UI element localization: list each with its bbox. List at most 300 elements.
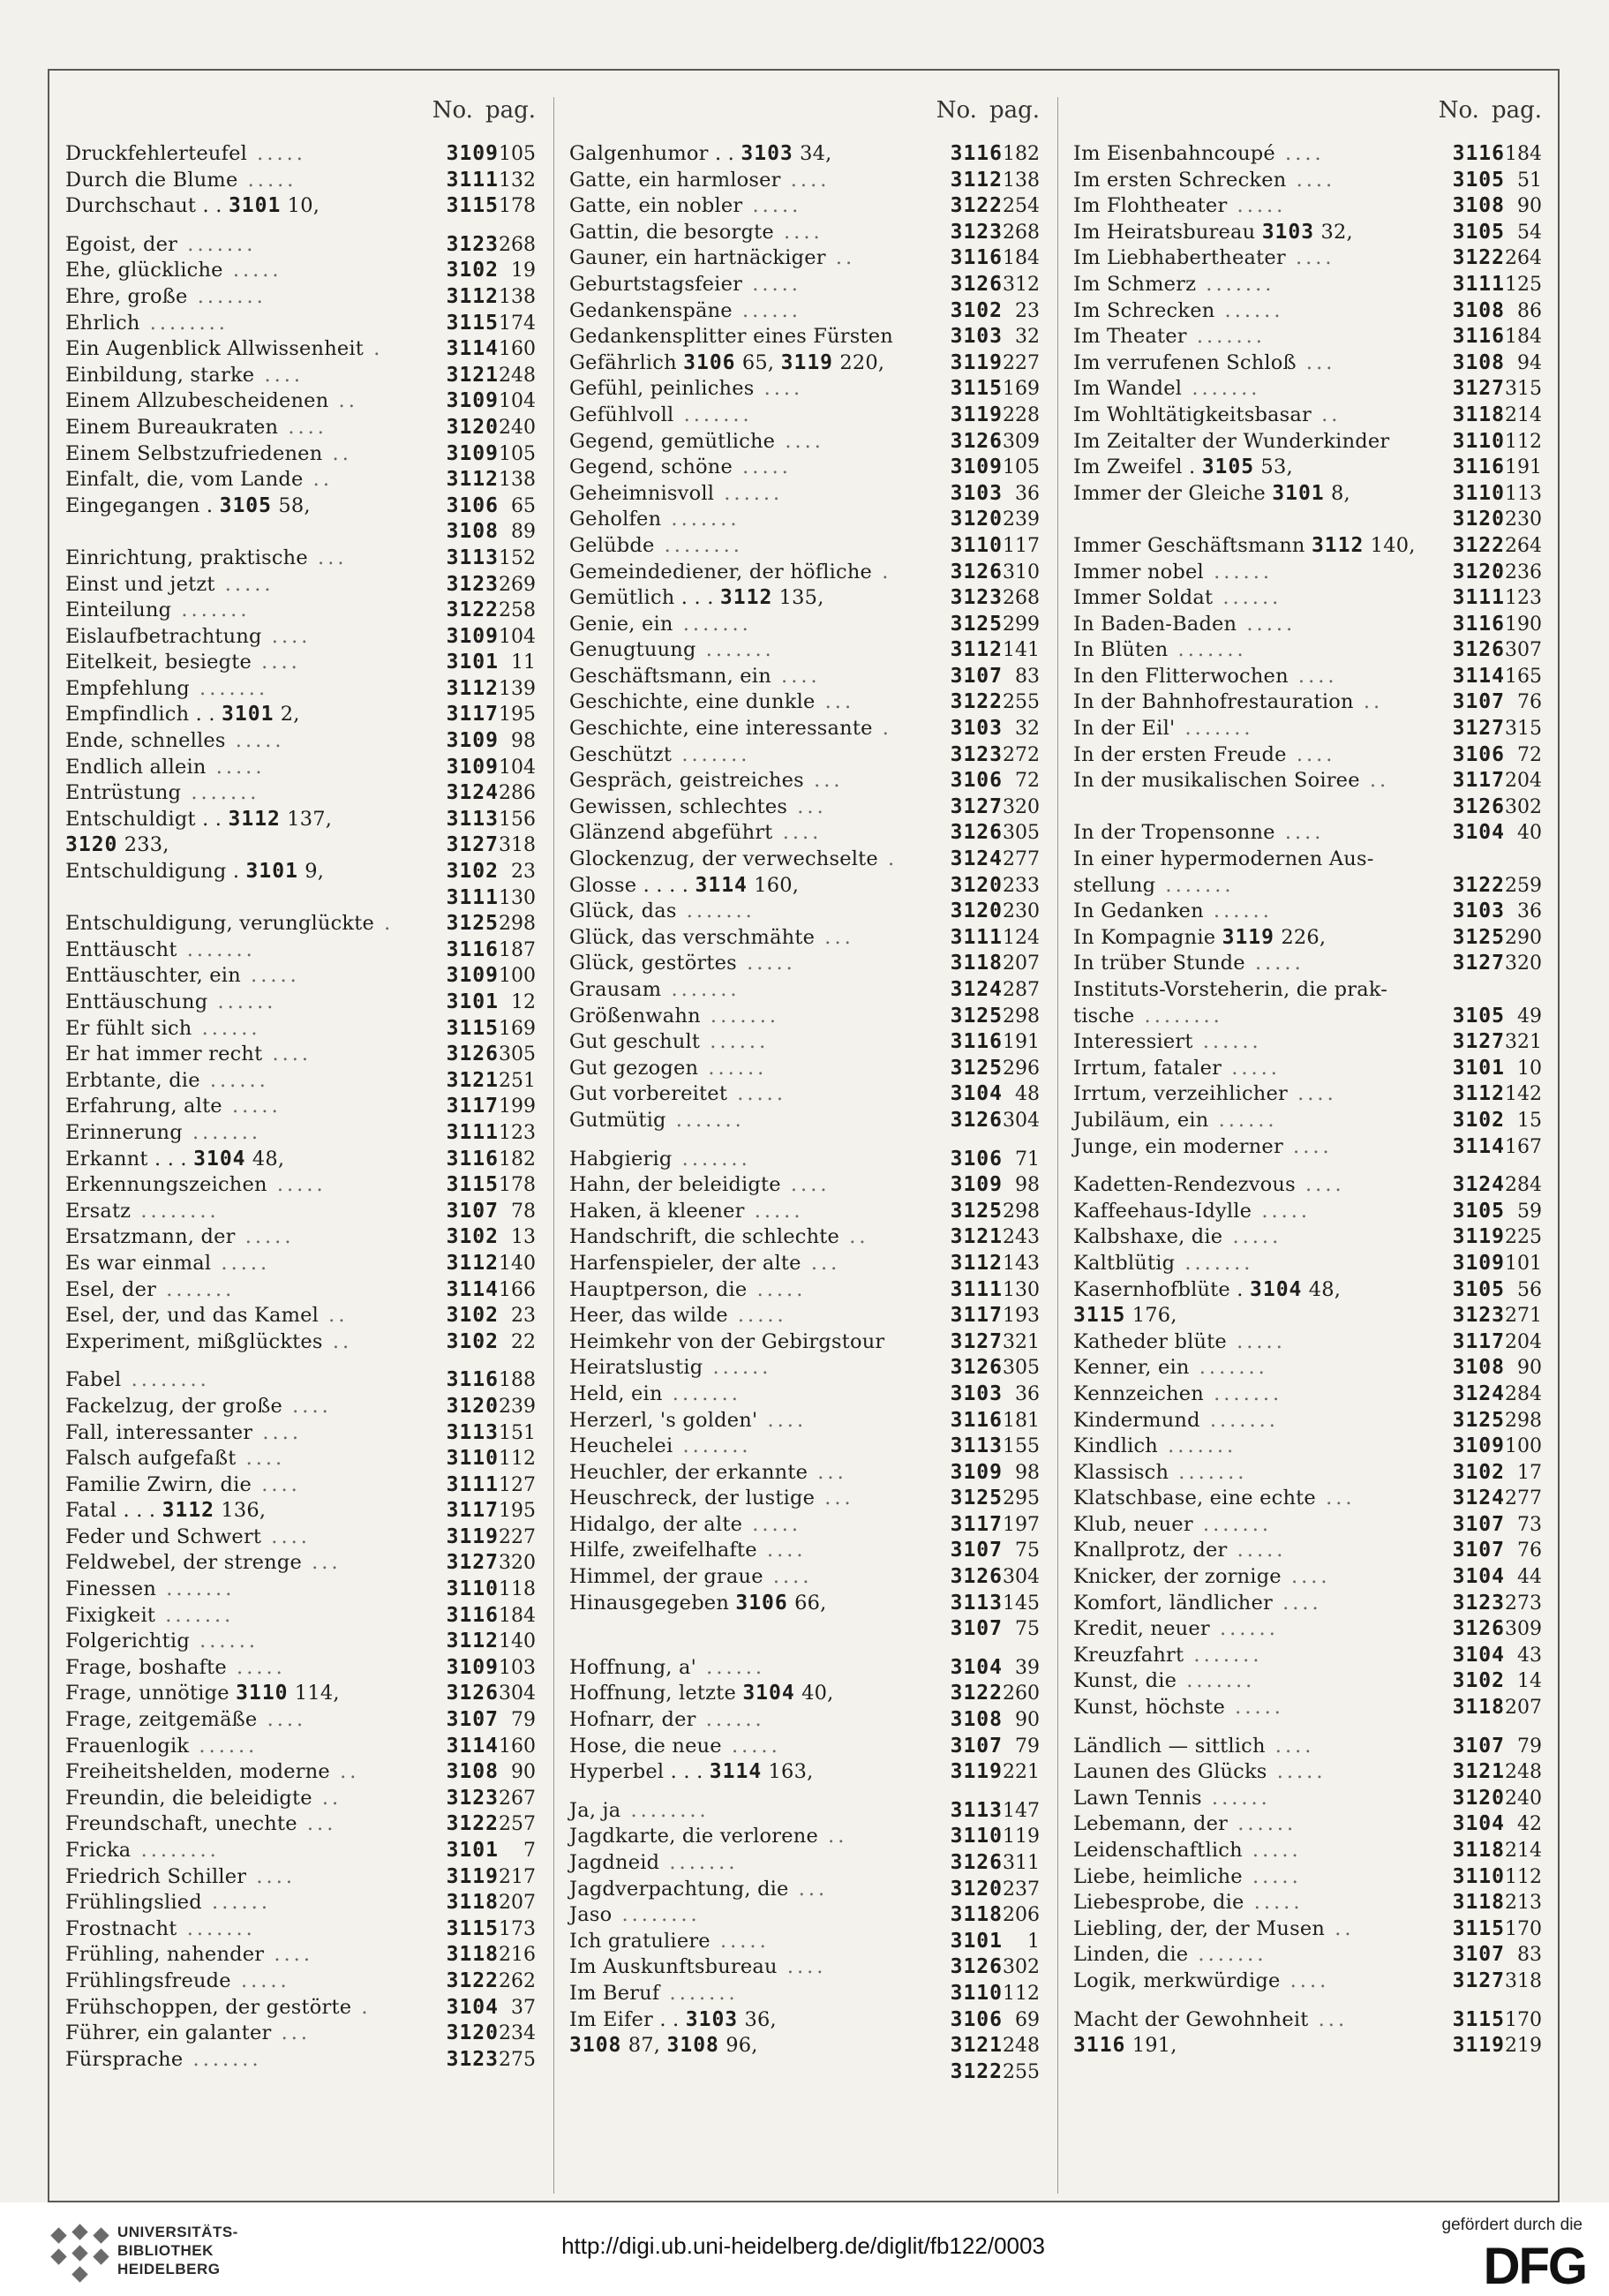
leader-dots: ... bbox=[1308, 2007, 1349, 2031]
leader-dots: ....... bbox=[156, 1577, 236, 1601]
entry-page-number: 239 bbox=[1003, 508, 1040, 531]
entry-issue-number: 3111 bbox=[1452, 272, 1505, 296]
leader-dots: ..... bbox=[222, 1095, 282, 1118]
index-entry bbox=[49, 1094, 553, 1120]
entry-title bbox=[1073, 403, 1396, 429]
entry-title bbox=[65, 650, 390, 676]
university-seal-icon bbox=[53, 2226, 108, 2281]
entry-title-text: Folgerichtig bbox=[65, 1630, 190, 1653]
entry-title bbox=[65, 336, 390, 363]
entry-title bbox=[569, 1329, 894, 1356]
index-entry bbox=[1057, 1355, 1560, 1381]
index-entry bbox=[1057, 1786, 1560, 1812]
index-entry bbox=[553, 847, 1057, 873]
entry-issue-number: 3114 bbox=[446, 337, 499, 361]
index-entry bbox=[553, 612, 1057, 638]
leader-dots: .... bbox=[257, 1708, 307, 1732]
leader-dots: ... bbox=[803, 769, 844, 793]
entry-page-number: 251 bbox=[499, 1069, 536, 1092]
entry-title bbox=[65, 2021, 390, 2047]
entry-issue-number: 3127 bbox=[446, 1551, 499, 1575]
entry-title bbox=[1073, 1251, 1396, 1277]
entry-page-number: 76 bbox=[1517, 1539, 1542, 1562]
entry-issue-number: 3112 bbox=[446, 284, 499, 308]
entry-title bbox=[569, 1538, 894, 1564]
index-entry bbox=[49, 467, 553, 493]
entry-title bbox=[65, 193, 390, 220]
entry-title bbox=[1073, 1942, 1396, 1969]
index-entry bbox=[553, 1954, 1057, 1981]
entry-title-text: Kaffeehaus-Idylle bbox=[1073, 1199, 1252, 1223]
entry-page-number: 100 bbox=[499, 965, 536, 988]
entry-title bbox=[569, 245, 894, 272]
entry-title-text: Eislaufbetrachtung bbox=[65, 624, 262, 648]
entry-title bbox=[1073, 1668, 1396, 1695]
entry-title bbox=[65, 1734, 390, 1760]
entry-title-text: Gutmütig bbox=[569, 1108, 666, 1132]
entry-inline-number: 3110 bbox=[236, 1682, 289, 1705]
entry-issue-number: 3118 bbox=[950, 1903, 1003, 1927]
index-entry bbox=[49, 1068, 553, 1095]
entry-page-number: 240 bbox=[499, 416, 536, 439]
entry-title bbox=[1073, 1460, 1396, 1487]
index-entry bbox=[1057, 193, 1560, 220]
entry-title-text: Hose, die neue bbox=[569, 1734, 722, 1758]
entry-issue-number: 3110 bbox=[1452, 429, 1505, 453]
index-entry bbox=[553, 794, 1057, 821]
index-entry bbox=[1057, 1942, 1560, 1969]
entry-issue-number: 3117 bbox=[1452, 1329, 1505, 1353]
index-column-2 bbox=[553, 71, 1057, 2201]
entry-title-text: Galgenhumor . . bbox=[569, 142, 741, 165]
entry-title-text: Ja, ja bbox=[569, 1798, 621, 1822]
entry-issue-number: 3109 bbox=[950, 455, 1003, 479]
entry-inline-number: 3108 bbox=[666, 2034, 719, 2058]
entry-title-text: Frage, unnötige bbox=[65, 1682, 237, 1705]
entry-title-text: Glosse . . . . bbox=[569, 873, 695, 897]
entry-title-text: Enttäuscht bbox=[65, 937, 177, 961]
index-entry bbox=[49, 1446, 553, 1472]
index-entry bbox=[1057, 1864, 1560, 1891]
entry-issue-number: 3110 bbox=[950, 533, 1003, 557]
entry-title bbox=[1073, 245, 1396, 272]
entry-issue-number: 3109 bbox=[446, 142, 499, 165]
entry-issue-number: 3118 bbox=[1452, 403, 1505, 426]
entry-title bbox=[569, 1277, 894, 1304]
entry-title-text: stellung bbox=[1073, 873, 1156, 897]
entry-issue-number: 3107 bbox=[446, 1199, 499, 1223]
entry-page-number: 40 bbox=[1517, 822, 1542, 845]
index-entry bbox=[1057, 951, 1560, 977]
entry-title bbox=[1073, 664, 1396, 690]
entry-title bbox=[65, 1094, 390, 1120]
leader-dots: ....... bbox=[673, 1434, 752, 1458]
index-entry bbox=[49, 702, 553, 728]
leader-dots: ........ bbox=[131, 1839, 220, 1862]
index-entry bbox=[553, 2007, 1057, 2034]
entry-title-text: Erkannt . . . bbox=[65, 1147, 194, 1171]
entry-issue-number: 3119 bbox=[446, 1864, 499, 1888]
entry-page-number: 71 bbox=[1015, 1148, 1040, 1171]
entry-title bbox=[1073, 742, 1396, 769]
entry-inline-page: 58, bbox=[272, 493, 311, 517]
entry-issue-number: 3125 bbox=[446, 912, 499, 936]
leader-dots: ....... bbox=[662, 1381, 741, 1405]
leader-dots: ...... bbox=[1201, 1786, 1271, 1810]
leader-dots: .... bbox=[775, 429, 824, 453]
entry-title-text: Frühlingsfreude bbox=[65, 1969, 231, 1992]
funding-note: gefördert durch die bbox=[1441, 2216, 1583, 2234]
leader-dots: .... bbox=[771, 664, 821, 688]
entry-inline-page: 191, bbox=[1125, 2034, 1177, 2058]
entry-title bbox=[569, 272, 894, 298]
leader-dots: ...... bbox=[189, 1734, 259, 1758]
entry-title bbox=[65, 1942, 390, 1969]
index-entry bbox=[553, 1172, 1057, 1199]
entry-title bbox=[65, 1172, 390, 1199]
leader-dots: .... bbox=[1295, 1173, 1345, 1197]
entry-title-text: Kadetten-Rendezvous bbox=[1073, 1173, 1296, 1197]
index-entry bbox=[49, 1603, 553, 1630]
entry-title bbox=[569, 1929, 894, 1955]
entry-title-text: Fackelzug, der große bbox=[65, 1394, 282, 1418]
leader-dots: .... bbox=[1274, 142, 1325, 165]
entry-page-number: 199 bbox=[499, 1095, 536, 1118]
entry-inline-number: 3116 bbox=[1073, 2034, 1126, 2058]
entry-inline-page: 2, bbox=[274, 703, 300, 726]
leader-dots: .... bbox=[1282, 1134, 1333, 1158]
index-entry bbox=[553, 951, 1057, 977]
entry-title bbox=[65, 702, 390, 728]
leader-dots: .... bbox=[246, 1864, 297, 1888]
entry-page-number: 89 bbox=[511, 521, 536, 544]
entry-title-text: Hilfe, zweifelhafte bbox=[569, 1539, 757, 1562]
index-entry bbox=[553, 193, 1057, 220]
entry-issue-number: 3123 bbox=[950, 220, 1003, 244]
entry-issue-number: 3103 bbox=[950, 717, 1003, 741]
entry-issue-number: 3127 bbox=[1452, 952, 1505, 975]
leader-dots: .... bbox=[264, 1943, 313, 1967]
entry-inline-number: 3112 bbox=[162, 1499, 215, 1523]
entry-title-text: Ich gratuliere bbox=[569, 1929, 711, 1953]
index-entry bbox=[49, 1016, 553, 1043]
entry-page-number: 184 bbox=[1505, 326, 1542, 349]
entry-title-text: Gegend, schöne bbox=[569, 455, 733, 479]
entry-page-number: 260 bbox=[1003, 1682, 1040, 1705]
leader-dots: ........ bbox=[139, 311, 229, 335]
leader-dots: ..... bbox=[1267, 1760, 1327, 1784]
entry-title bbox=[1073, 689, 1396, 716]
entry-title bbox=[569, 1408, 894, 1434]
leader-dots: ..... bbox=[1244, 952, 1304, 975]
leader-dots: ... bbox=[815, 690, 855, 714]
entry-page-number: 72 bbox=[1015, 770, 1040, 793]
entry-issue-number: 3122 bbox=[446, 598, 499, 622]
entry-issue-number: 3114 bbox=[1452, 1134, 1505, 1158]
entry-page-number: 268 bbox=[1003, 587, 1040, 610]
entry-page-number: 112 bbox=[1505, 1865, 1542, 1888]
entry-inline-page: 36, bbox=[738, 2007, 777, 2031]
entry-page-number: 94 bbox=[1517, 351, 1542, 374]
leader-dots: ...... bbox=[1214, 298, 1284, 322]
entry-issue-number: 3103 bbox=[950, 1381, 1003, 1405]
leader-dots: ....... bbox=[1182, 377, 1261, 401]
entry-issue-number: 3125 bbox=[950, 612, 1003, 636]
entry-title-text: Egoist, der bbox=[65, 232, 178, 256]
index-entry bbox=[1057, 1643, 1560, 1669]
entry-issue-number: 3117 bbox=[446, 703, 499, 726]
entry-title-text: Einem Allzubescheidenen bbox=[65, 389, 329, 413]
index-entry bbox=[553, 1538, 1057, 1564]
leader-dots: .. bbox=[825, 246, 856, 270]
entry-title-text: Junge, ein moderner bbox=[1073, 1134, 1283, 1158]
entry-title bbox=[1073, 977, 1396, 1004]
leader-dots: .... bbox=[757, 1408, 808, 1432]
entry-page-number: 105 bbox=[1003, 456, 1040, 479]
entry-title-text: Entschuldigt . . bbox=[65, 807, 229, 831]
entry-issue-number: 3120 bbox=[446, 2021, 499, 2045]
permalink[interactable]: http://digi.ub.uni-heidelberg.de/diglit/fb122/0003 bbox=[561, 2232, 1045, 2259]
index-entry bbox=[49, 311, 553, 337]
entry-title bbox=[1073, 1759, 1396, 1786]
entry-title bbox=[65, 1068, 390, 1095]
index-entry bbox=[49, 1681, 553, 1707]
entry-issue-number: 3109 bbox=[446, 964, 499, 988]
entry-title bbox=[1073, 1108, 1396, 1134]
leader-dots: ....... bbox=[700, 1004, 779, 1028]
entry-title bbox=[569, 2007, 894, 2034]
entry-page-number: 318 bbox=[499, 834, 536, 857]
entry-issue-number: 3123 bbox=[1452, 1591, 1505, 1615]
index-entry bbox=[553, 1902, 1057, 1929]
entry-title bbox=[1073, 1029, 1396, 1056]
entry-issue-number: 3126 bbox=[446, 1682, 499, 1705]
entry-inline-page: 8, bbox=[1324, 481, 1350, 505]
entry-page-number: 315 bbox=[1505, 378, 1542, 401]
index-entry bbox=[49, 1550, 553, 1577]
leader-dots: .... bbox=[252, 1472, 301, 1496]
leader-dots: ...... bbox=[189, 1630, 259, 1653]
leader-dots: ........ bbox=[612, 1903, 701, 1927]
library-name bbox=[117, 2223, 238, 2278]
index-entry bbox=[49, 624, 553, 651]
entry-page-number: 103 bbox=[499, 1656, 536, 1679]
entry-inline-number: 3114 bbox=[709, 1760, 763, 1784]
entry-title-text: Freundschaft, unechte bbox=[65, 1812, 297, 1836]
index-entry bbox=[553, 1616, 1057, 1643]
entry-page-number: 32 bbox=[1015, 326, 1040, 349]
entry-issue-number: 3109 bbox=[1452, 1434, 1505, 1458]
entry-title bbox=[569, 1734, 894, 1760]
entry-page-number: 11 bbox=[511, 651, 536, 674]
entry-title-text: Jubiläum, ein bbox=[1073, 1108, 1209, 1132]
entry-title bbox=[65, 832, 390, 859]
entry-page-number: 216 bbox=[499, 1944, 536, 1967]
index-entry bbox=[553, 1734, 1057, 1760]
entry-inline-number: 3103 bbox=[1261, 220, 1315, 244]
entry-title-text: Einem Bureaukraten bbox=[65, 415, 279, 439]
entry-issue-number: 3122 bbox=[1452, 873, 1505, 897]
entry-title bbox=[1073, 1734, 1396, 1760]
leader-dots: ....... bbox=[177, 232, 257, 256]
entry-title bbox=[569, 689, 894, 716]
entry-issue-number: 3120 bbox=[950, 1877, 1003, 1901]
header-no: No. bbox=[936, 97, 977, 124]
index-entry bbox=[49, 807, 553, 833]
leader-dots: ....... bbox=[1155, 873, 1235, 897]
entry-title-text: Held, ein bbox=[569, 1381, 663, 1405]
index-entry bbox=[1057, 1224, 1560, 1251]
entry-title-text: In der Bahnhofrestauration bbox=[1073, 690, 1354, 714]
entry-issue-number: 3104 bbox=[1452, 821, 1505, 845]
entry-title bbox=[1073, 298, 1396, 325]
entry-page-number: 169 bbox=[499, 1017, 536, 1040]
entry-page-number: 174 bbox=[499, 312, 536, 335]
index-column-3 bbox=[1057, 71, 1560, 2201]
index-entry bbox=[553, 1199, 1057, 1225]
entry-title-text: Einfalt, die, vom Lande bbox=[65, 468, 304, 492]
leader-dots: ....... bbox=[1175, 717, 1254, 741]
entry-title-text: Immer nobel bbox=[1073, 560, 1204, 583]
leader-dots: .... bbox=[1265, 1734, 1315, 1758]
entry-page-number: 42 bbox=[1517, 1813, 1542, 1836]
entry-title-text: Glück, gestörtes bbox=[569, 952, 737, 975]
entry-issue-number: 3116 bbox=[1452, 325, 1505, 349]
entry-title bbox=[569, 1902, 894, 1929]
index-entry bbox=[553, 716, 1057, 742]
leader-dots: ... bbox=[787, 794, 827, 818]
entry-title-text: Kennzeichen bbox=[1073, 1381, 1204, 1405]
leader-dots: ....... bbox=[1169, 1460, 1248, 1484]
entry-page-number: 36 bbox=[1517, 900, 1542, 923]
entry-title bbox=[1073, 1969, 1396, 1995]
entry-page-number: 214 bbox=[1505, 1840, 1542, 1862]
entry-issue-number: 3116 bbox=[1452, 455, 1505, 479]
entry-title-text: Kunst, höchste bbox=[1073, 1696, 1226, 1720]
entry-title bbox=[65, 780, 390, 807]
leader-dots: ....... bbox=[1188, 1943, 1267, 1967]
index-entry bbox=[553, 1224, 1057, 1251]
leader-dots: .... bbox=[754, 377, 804, 401]
entry-page-number: 98 bbox=[1015, 1174, 1040, 1197]
entry-page-number: 277 bbox=[1505, 1487, 1542, 1510]
entry-issue-number: 3109 bbox=[950, 1173, 1003, 1197]
index-entry bbox=[553, 272, 1057, 298]
entry-page-number: 142 bbox=[1505, 1083, 1542, 1106]
entry-title bbox=[1073, 951, 1396, 977]
entry-title-text: Interessiert bbox=[1073, 1030, 1193, 1054]
entry-title-text: Im ersten Schrecken bbox=[1073, 168, 1287, 192]
entry-title-text: Geheimnisvoll bbox=[569, 481, 715, 505]
entry-issue-number: 3115 bbox=[446, 1016, 499, 1040]
entry-title-text: Herzerl, 's golden' bbox=[569, 1408, 758, 1432]
entry-page-number: 32 bbox=[1015, 718, 1040, 741]
entry-issue-number: 3112 bbox=[950, 638, 1003, 662]
entry-page-number: 207 bbox=[1003, 952, 1040, 975]
leader-dots: ....... bbox=[1192, 1512, 1272, 1536]
entry-title-text: Glänzend abgeführt bbox=[569, 821, 773, 845]
index-entry bbox=[553, 1004, 1057, 1030]
entry-page-number: 10 bbox=[1517, 1057, 1542, 1080]
index-entry bbox=[553, 507, 1057, 533]
entry-title-text: Gattin, die besorgte bbox=[569, 220, 774, 244]
entry-title bbox=[65, 1759, 390, 1786]
entry-page-number: 83 bbox=[1015, 665, 1040, 688]
leader-dots: ..... bbox=[710, 1929, 770, 1953]
leader-dots: ..... bbox=[727, 1304, 787, 1328]
index-entry bbox=[1057, 1251, 1560, 1277]
entry-inline-page: 66, bbox=[787, 1591, 827, 1615]
index-entry bbox=[1057, 1081, 1560, 1108]
entry-issue-number: 3107 bbox=[950, 664, 1003, 688]
entry-title bbox=[569, 1172, 894, 1199]
entry-title-text: Macht der Gewohnheit bbox=[1073, 2007, 1309, 2031]
entry-title-text: Habgierig bbox=[569, 1147, 673, 1171]
entry-title bbox=[569, 1081, 894, 1108]
index-entry bbox=[1057, 324, 1560, 350]
index-entry bbox=[49, 1759, 553, 1786]
index-entry bbox=[1057, 1172, 1560, 1199]
entry-page-number: 170 bbox=[1505, 1917, 1542, 1940]
entry-inline-page: 65, bbox=[735, 350, 775, 374]
entry-issue-number: 3105 bbox=[1452, 1199, 1505, 1223]
entry-issue-number: 3118 bbox=[1452, 1839, 1505, 1862]
index-entry bbox=[1057, 403, 1560, 429]
leader-dots: .... bbox=[1286, 742, 1336, 766]
leader-dots: ... bbox=[801, 1251, 841, 1275]
entry-title-text: In der musikalischen Soiree bbox=[1073, 769, 1360, 793]
entry-inline-number: 3112 bbox=[719, 586, 773, 610]
index-entry bbox=[1057, 1616, 1560, 1643]
entry-page-number: 213 bbox=[1505, 1892, 1542, 1915]
entry-issue-number: 3126 bbox=[950, 1955, 1003, 1979]
entry-page-number: 14 bbox=[1517, 1670, 1542, 1693]
entry-issue-number: 3122 bbox=[950, 194, 1003, 218]
leader-dots: ...... bbox=[1228, 1812, 1297, 1836]
entry-title-text: Einem Selbstzufriedenen bbox=[65, 441, 323, 465]
entry-issue-number: 3121 bbox=[950, 2034, 1003, 2058]
index-entry bbox=[553, 168, 1057, 194]
entry-title-text: Im Zeitalter der Wunderkinder bbox=[1073, 429, 1390, 453]
index-entry bbox=[553, 350, 1057, 377]
entry-title-text: Immer Geschäftsmann bbox=[1073, 533, 1312, 557]
entry-page-number: 255 bbox=[1003, 691, 1040, 714]
entry-issue-number: 3102 bbox=[446, 1304, 499, 1328]
entry-title bbox=[569, 664, 894, 690]
entry-page-number: 272 bbox=[1003, 743, 1040, 766]
entry-page-number: 193 bbox=[1003, 1305, 1040, 1328]
index-entry bbox=[1057, 925, 1560, 952]
entry-issue-number: 3120 bbox=[1452, 560, 1505, 583]
entry-page-number: 304 bbox=[1003, 1109, 1040, 1132]
leader-dots: .... bbox=[252, 651, 301, 674]
entry-title bbox=[569, 1224, 894, 1251]
entry-title-text: Immer Soldat bbox=[1073, 586, 1214, 610]
entry-issue-number: 3115 bbox=[950, 377, 1003, 401]
entry-title bbox=[1073, 1381, 1396, 1408]
entry-page-number: 195 bbox=[499, 704, 536, 726]
entry-page-number: 125 bbox=[1505, 273, 1542, 296]
index-entry bbox=[49, 546, 553, 572]
leader-dots: ..... bbox=[226, 1655, 286, 1679]
entry-page-number: 268 bbox=[499, 233, 536, 256]
entry-page-number: 100 bbox=[1505, 1435, 1542, 1458]
leader-dots: ....... bbox=[1177, 1669, 1256, 1693]
entry-page-number: 268 bbox=[1003, 221, 1040, 244]
entry-title bbox=[569, 1824, 894, 1850]
library-name-line: HEIDELBERG bbox=[117, 2261, 221, 2277]
entry-issue-number: 3111 bbox=[446, 1120, 499, 1144]
